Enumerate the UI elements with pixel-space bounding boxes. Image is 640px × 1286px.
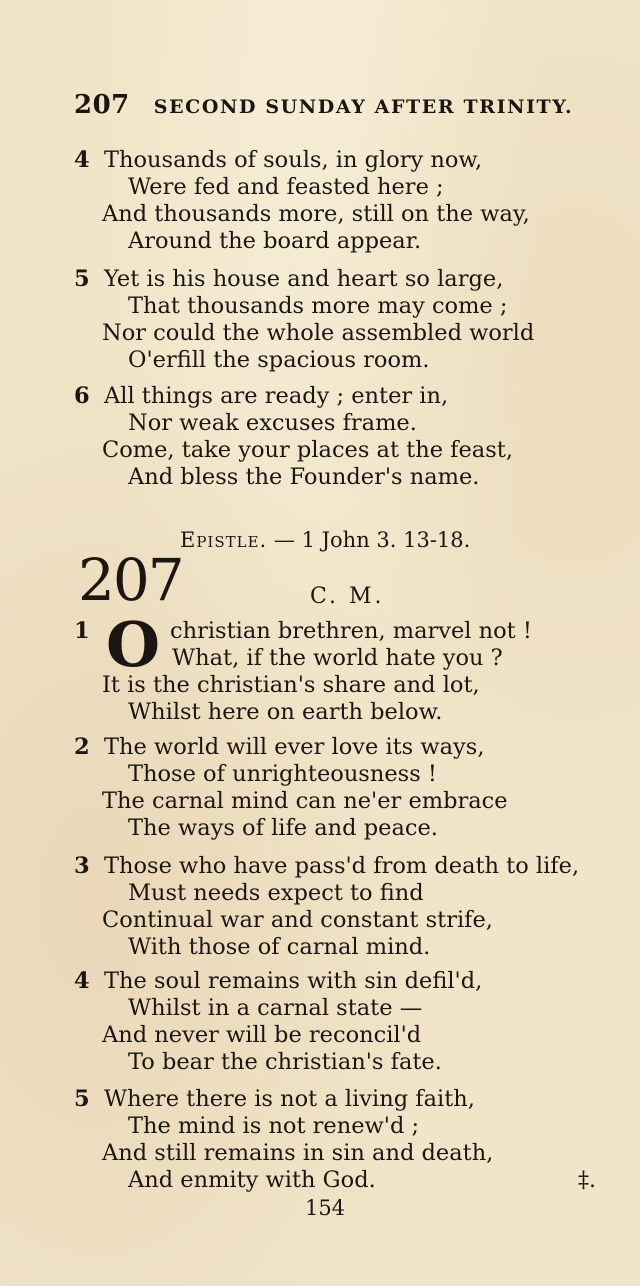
verse-line: Nor weak excuses frame. [128, 410, 417, 436]
verse-line: That thousands more may come ; [128, 293, 508, 319]
verse-line: O'erfill the spacious room. [128, 347, 430, 373]
verse-line: And bless the Founder's name. [128, 464, 480, 490]
verse-number: 2 [74, 734, 90, 760]
verse-line: And still remains in sin and death, [102, 1140, 494, 1166]
verse-line: Those who have pass'd from death to life, [104, 853, 580, 879]
epistle-dash: — [267, 528, 302, 552]
verse-207-1 [74, 608, 614, 726]
verse-206-5 [74, 266, 614, 374]
verse-line: And thousands more, still on the way, [102, 201, 530, 227]
verse-line: Continual war and constant strife, [102, 907, 493, 933]
verse-line: And enmity with God. [128, 1167, 376, 1193]
verse-line: Come, take your places at the feast, [102, 437, 513, 463]
verse-line: Whilst in a carnal state — [128, 995, 423, 1021]
running-header [74, 90, 594, 120]
hymn-meter: C. M. [310, 584, 385, 609]
verse-number: 6 [74, 383, 90, 409]
verse-line: Where there is not a living faith, [104, 1086, 475, 1112]
verse-line: All things are ready ; enter in, [104, 383, 449, 409]
verse-207-4 [74, 968, 614, 1076]
verse-line: The world will ever love its ways, [104, 734, 485, 760]
verse-line: And never will be reconcil'd [102, 1022, 422, 1048]
page-number: 207 [74, 90, 130, 120]
verse-line: Were fed and feasted here ; [128, 174, 444, 200]
drop-cap: O [106, 608, 161, 681]
verse-207-5 [74, 1086, 614, 1194]
verse-line: The mind is not renew'd ; [128, 1113, 420, 1139]
verse-line: Thousands of souls, in glory now, [104, 147, 483, 173]
verse-207-3 [74, 853, 614, 961]
verse-206-6 [74, 383, 614, 491]
signature-mark: 154 [304, 1196, 346, 1220]
verse-206-4 [74, 147, 614, 255]
verse-number: 3 [74, 853, 90, 879]
verse-line: Those of unrighteousness ! [128, 761, 437, 787]
verse-line: Whilst here on earth below. [128, 699, 443, 725]
catchword-mark: ‡. [578, 1168, 596, 1193]
verse-line: With those of carnal mind. [128, 934, 431, 960]
verse-line: The soul remains with sin defil'd, [104, 968, 483, 994]
verse-number: 5 [74, 1086, 90, 1112]
scripture-reference: 1 John 3. 13-18. [301, 528, 471, 552]
verse-line: What, if the world hate you ? [172, 645, 503, 671]
verse-number: 5 [74, 266, 90, 292]
verse-number: 4 [74, 147, 90, 173]
verse-line: Must needs expect to find [128, 880, 424, 906]
verse-line: Nor could the whole assembled world [102, 320, 535, 346]
verse-line: To bear the christian's fate. [128, 1049, 442, 1075]
verse-number: 4 [74, 968, 90, 994]
hymn-number: 207 [78, 546, 183, 614]
verse-line: christian brethren, marvel not ! [170, 618, 532, 644]
verse-207-2 [74, 734, 614, 842]
epistle-label: Epistle. [180, 528, 268, 552]
verse-line: Yet is his house and heart so large, [104, 266, 504, 292]
verse-line: It is the christian's share and lot, [102, 672, 480, 698]
verse-line: Around the board appear. [128, 228, 422, 254]
running-title: SECOND SUNDAY AFTER TRINITY. [153, 96, 574, 118]
verse-number: 1 [74, 618, 90, 644]
verse-line: The ways of life and peace. [128, 815, 438, 841]
verse-line: The carnal mind can ne'er embrace [102, 788, 508, 814]
